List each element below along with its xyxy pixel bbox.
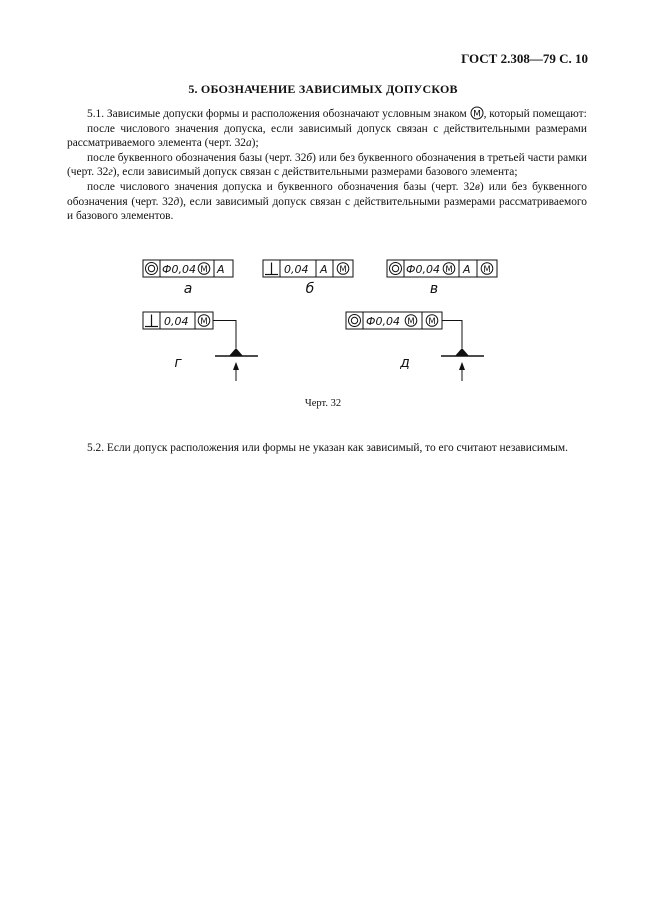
svg-text:M: M [472, 109, 481, 120]
paragraph-5-2 [67, 441, 587, 456]
frame-a-datum: A [217, 263, 225, 276]
concentricity-icon [390, 263, 402, 275]
arrow-up-icon [459, 362, 465, 370]
frame-v-tolerance: Ф0,04 [406, 263, 440, 276]
perpendicularity-icon [265, 263, 278, 275]
frame-a-label: а [183, 281, 193, 297]
frame-b-tolerance: 0,04 [284, 263, 309, 276]
frame-v-label: в [429, 281, 439, 297]
concentricity-icon [349, 315, 361, 327]
frame-d-label: д [400, 355, 410, 371]
paragraph-item-2: после буквенного обозначения базы (черт. 32б) или без буквенного обозначения в третьей части рамки (черт. 32г), если зависимый допуск связан с действительными размерами базового элемента; [67, 151, 587, 179]
svg-text:M: M [407, 317, 415, 327]
frame-g [143, 312, 258, 381]
frame-g-label: г [174, 355, 182, 371]
datum-triangle-icon [229, 348, 243, 356]
frame-v [387, 260, 497, 297]
frame-b-datum: A [320, 263, 328, 276]
m-circle-icon [198, 315, 210, 327]
paragraph-item-3: после числового значения допуска и буквенного обозначения базы (черт. 32в) или без буквенного обозначения (черт. 32д), если зависимый допуск связан с действительными размерами рассматриваемого и базового элементов. [67, 180, 588, 223]
frame-g-tolerance: 0,04 [164, 315, 189, 328]
frame-a [143, 260, 233, 297]
m-circle-icon [426, 315, 438, 327]
paragraph-5-2-text: 5.2. Если допуск расположения или формы не указан как зависимый, то его считают независимым. [87, 442, 568, 454]
page-header: ГОСТ 2.308—79 С. 10 [461, 51, 588, 66]
m-circle-icon [198, 263, 210, 275]
svg-text:M: M [428, 317, 436, 327]
paragraph-item-1: после числового значения допуска, если зависимый допуск связан с действительными размерами рассматриваемого элемента (черт. 32а); [67, 122, 587, 150]
svg-text:M: M [200, 265, 208, 275]
m-circle-icon [405, 315, 417, 327]
m-circle-icon [481, 263, 493, 275]
svg-text:M: M [483, 265, 491, 275]
figure-caption: Черт. 32 [304, 398, 342, 409]
frame-b [263, 260, 353, 297]
arrow-up-icon [233, 362, 239, 370]
frame-a-tolerance: Ф0,04 [162, 263, 196, 276]
datum-triangle-icon [455, 348, 469, 356]
m-circle-icon [470, 106, 484, 120]
frame-v-datum: A [463, 263, 471, 276]
concentricity-icon [146, 263, 158, 275]
frame-d [346, 312, 484, 381]
perpendicularity-icon [145, 315, 158, 327]
section-title: 5. ОБОЗНАЧЕНИЕ ЗАВИСИМЫХ ДОПУСКОВ [188, 82, 458, 96]
svg-text:M: M [445, 265, 453, 275]
svg-text:M: M [339, 265, 347, 275]
paragraph-5-1 [67, 106, 587, 224]
paragraph-intro: 5.1. Зависимые допуски формы и расположения обозначают условным знаком M , который помещают: [87, 108, 587, 120]
frame-b-label: б [305, 281, 315, 297]
svg-text:M: M [200, 317, 208, 327]
m-circle-icon [443, 263, 455, 275]
m-circle-icon [337, 263, 349, 275]
figure-32 [0, 250, 646, 400]
frame-d-tolerance: Ф0,04 [366, 315, 400, 328]
